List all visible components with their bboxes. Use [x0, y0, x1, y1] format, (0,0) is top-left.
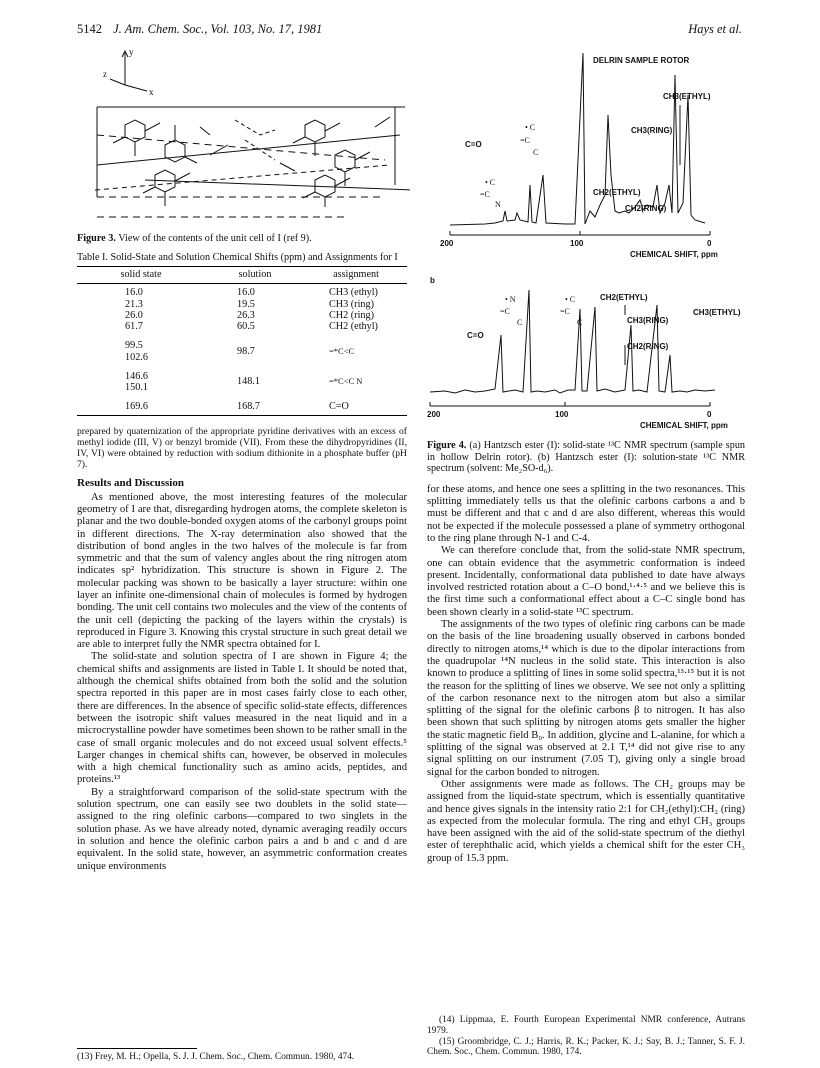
- ch2-ethyl-label: CH2(ETHYL): [593, 188, 641, 197]
- figure4-caption-text: (a) Hantzsch ester (I): solid-state ¹³C NMR spectrum (sample spun in hollow Delrin rotor). (b) Hantzsch ester (I): solution-state ¹³C NMR spectrum (solvent: Me₂SO-d₆).: [427, 440, 746, 475]
- svg-text:• C: • C: [565, 295, 576, 304]
- ch3-ring-label-b: CH3(RING): [627, 316, 669, 325]
- rotor-label: DELRIN SAMPLE ROTOR: [593, 56, 690, 65]
- page-number: 5142: [77, 22, 102, 36]
- journal-citation: J. Am. Chem. Soc., Vol. 103, No. 17, 1981: [113, 22, 323, 36]
- panel-b-label: b: [430, 276, 435, 285]
- table-row: 16.0 16.0 CH3 (ethyl): [125, 287, 378, 299]
- table1-header-assignment: assignment: [305, 267, 407, 284]
- body-paragraph: By a straightforward comparison of the solid-state spectrum with the solution spectrum, one can easily see two doublets in the solid state—assigned to the ring olefinic carbons—compared to two singlets in the solution phase. As we have already noted, dynamic averaging readily occurs in solution and hence the olefinic carbon pairs a and b and c and d are equivalent. In the solid state, however, an asymmetric conformation creates unique environments: [77, 786, 407, 872]
- svg-text:C: C: [577, 318, 583, 327]
- section-heading: Results and Discussion: [77, 477, 184, 490]
- ch2-ring-label: CH2(RING): [625, 204, 667, 213]
- table-row: 99.5 102.6 98.7 =*C<C: [125, 340, 355, 363]
- svg-text:• N: • N: [505, 295, 516, 304]
- body-paragraph: As mentioned above, the most interesting features of the molecular geometry of I are that, disregarding hydrogen atoms, the complete skeleton is planar and the two double-bonded oxygen atoms of the carbonyl groups point in different directions. The X-ray determination also showed that the distribution of bond angles in the two halves of the molecule is far from symmetric and that the sum of valency angles about the ring nitrogen atom indicates sp² hybridization. This structure is shown in Figure 2. The molecular packing was shown to be basically a layer structure: within one layer an infinite one-dimensional chain of molecules is formed by hydrogen bonding. The unit cell contains two molecules and the view of the contents of the unit cell (depicting the packing of the layers within the crystals) is reproduced in Figure 3. Knowing this crystal structure in such great detail we are able to interpret fully the NMR spectra obtained for I.: [77, 491, 407, 651]
- table1-header-solution: solution: [205, 267, 305, 284]
- svg-text:=C: =C: [500, 307, 510, 316]
- tick-100-b: 100: [555, 410, 569, 419]
- svg-text:• C: • C: [525, 123, 536, 132]
- footnote-14: (14) Lippmaa, E. Fourth European Experimental NMR conference, Autrans 1979.: [427, 1015, 745, 1036]
- table1-header-solid: solid state: [77, 267, 205, 284]
- tick-0-b: 0: [707, 410, 712, 419]
- table1: [77, 266, 407, 416]
- svg-text:C: C: [533, 148, 539, 157]
- olefinic-structure-marks: [480, 123, 582, 327]
- ch2-ethyl-label-b: CH2(ETHYL): [600, 293, 648, 302]
- svg-text:C: C: [517, 318, 523, 327]
- footnote-13: (13) Frey, M. H.; Opella, S. J. J. Chem. Soc., Chem. Commun. 1980, 474.: [77, 1052, 355, 1062]
- right-footnotes: [427, 1015, 745, 1058]
- table-row: 21.3 19.5 CH3 (ring): [125, 298, 374, 310]
- body-paragraph: The solid-state and solution spectra of I are shown in Figure 4; the chemical shifts and assignments are listed in Table I. It should be noted that, although the chemical shifts obtained from both the solid and the solution spectra reported in this paper are in most cases fairly close to each other, there are differences. In the absence of specific solid-state effects, differences between the isotropic shift values measured in the neat liquid and in a microcrystalline powder have sometimes been shown to be rather small in the case of small organic molecules and do not exceed usual solvent effects.⁵ Larger changes in chemical shifts can, however, be observed in molecules with a high chemical functionality such as amino acids, peptides, and proteins.¹³: [77, 651, 407, 786]
- table-row: 26.0 26.3 CH2 (ring): [125, 309, 374, 321]
- figure3-caption-text: View of the contents of the unit cell of I (ref 9).: [118, 233, 312, 244]
- x-axis-label: x: [149, 87, 154, 97]
- svg-text:=C: =C: [520, 136, 530, 145]
- figure3-unit-cell-drawing: [85, 45, 410, 225]
- author-header: Hays et al.: [688, 22, 742, 36]
- body-paragraph: Other assignments were made as follows. The CH₂ groups may be assigned from the liquid-state spectrum, which is essentially quantitative and hence gives signals in the intensity ratio 2:1 for CH₂(ethyl):CH₂ (ring) as expected from the molecular formula. The ring and ethyl CH₃ groups have been assigned with the aid of the solid-state spectrum of the diethyl ester of terephthalic acid, which yields a chemical shift for the ester CH₃ group of 15.3 ppm.: [427, 778, 745, 864]
- table-row: 169.6 168.7 C=O: [77, 393, 407, 416]
- ch3-ring-label: CH3(RING): [631, 126, 673, 135]
- svg-text:• C: • C: [485, 178, 496, 187]
- figure4-caption: [427, 440, 745, 475]
- left-column: [77, 233, 407, 873]
- y-axis-label: y: [129, 47, 134, 57]
- z-axis-label: z: [103, 69, 107, 79]
- axis-title: CHEMICAL SHIFT, ppm: [630, 250, 718, 259]
- co-label: C=O: [465, 140, 482, 149]
- ch3-ethyl-label-b: CH3(ETHYL): [693, 308, 741, 317]
- tick-0: 0: [707, 239, 712, 248]
- body-paragraph: for these atoms, and hence one sees a splitting in the two resonances. This splitting immediately tells us that the olefinic carbons carbons a and b must be different and that c and d are also different, whereas this would not be expected if the molecule possessed a plane of symmetry orthogonal to the ring plane through N-1 and C-4.: [427, 483, 745, 544]
- figure3-label: Figure 3.: [77, 233, 116, 244]
- svg-text:N: N: [495, 200, 501, 209]
- tick-100: 100: [570, 239, 584, 248]
- svg-text:=C: =C: [560, 307, 570, 316]
- figure4-nmr-spectra: [425, 35, 750, 460]
- ch3-ethyl-label: CH3(ETHYL): [663, 92, 711, 101]
- body-paragraph: We can therefore conclude that, from the solid-state NMR spectrum, one can obtain evidence that the asymmetric conformation is indeed present. Incidentally, conformational data published to date have always involved restricted rotation about a C–O bond,¹·⁴·⁵ and we believe this is the first time such a conformational effect about a C–C single bond has been shown clearly in a solid-state ¹³C spectrum.: [427, 545, 745, 618]
- svg-text:=C: =C: [480, 190, 490, 199]
- table1-title: Table I. Solid-State and Solution Chemical Shifts (ppm) and Assignments for I: [77, 251, 398, 263]
- experimental-paragraph: prepared by quaternization of the appropriate pyridine derivatives with an excess of methyl iodide (III, V) or benzyl bromide (VII). From these the dihydropyridines (II, IV, VI) were obtained by reduction with sodium dithionite in a phosphate buffer (pH 7).: [77, 426, 407, 471]
- footnote-15: (15) Groombridge, C. J.; Harris, R. K.; Packer, K. J.; Say, B. J.; Tanner, S. F. J. Chem. Soc., Chem. Commun. 1980, 174.: [427, 1036, 745, 1058]
- table-row: 146.6 150.1 148.1 =*C<C N: [125, 370, 363, 393]
- tick-200-b: 200: [427, 410, 441, 419]
- figure3-caption: [77, 233, 407, 245]
- table-row: 61.7 60.5 CH2 (ethyl): [125, 321, 378, 333]
- axis-title-b: CHEMICAL SHIFT, ppm: [640, 421, 728, 430]
- running-header: [77, 22, 322, 37]
- ch2-ring-label-b: CH2(RING): [627, 342, 669, 351]
- co-label-b: C=O: [467, 331, 484, 340]
- right-column: [427, 440, 745, 865]
- figure4-label: Figure 4.: [427, 440, 467, 451]
- footnote-rule: [77, 1048, 197, 1049]
- tick-200: 200: [440, 239, 454, 248]
- body-paragraph: The assignments of the two types of olefinic ring carbons can be made on the basis of the line broadening usually observed in carbons bonded directly to nitrogen atoms,¹⁴ which is due to the dipolar interactions from the quadrupolar ¹⁴N nucleus in the solid state. This interaction is also known to produce a splitting of lines in some solid spectra,¹³·¹⁵ but it is not the reason for the splitting of lines we observe. We see not only a splitting of the carbon resonance next to the nitrogen atom but also a similar splitting of the signal for the olefinic carbons β to nitrogen. It has also been shown that such splitting by nitrogen atoms gets smaller the higher the static magnetic field B₀. In addition, glycine and L-alanine, for which a splitting of the signal was observed at 2.1 T,¹⁴ did not give rise to any signal splitting on our instrument (7.05 T), giving only a single broad signal for the carbon bonded to nitrogen.: [427, 619, 745, 778]
